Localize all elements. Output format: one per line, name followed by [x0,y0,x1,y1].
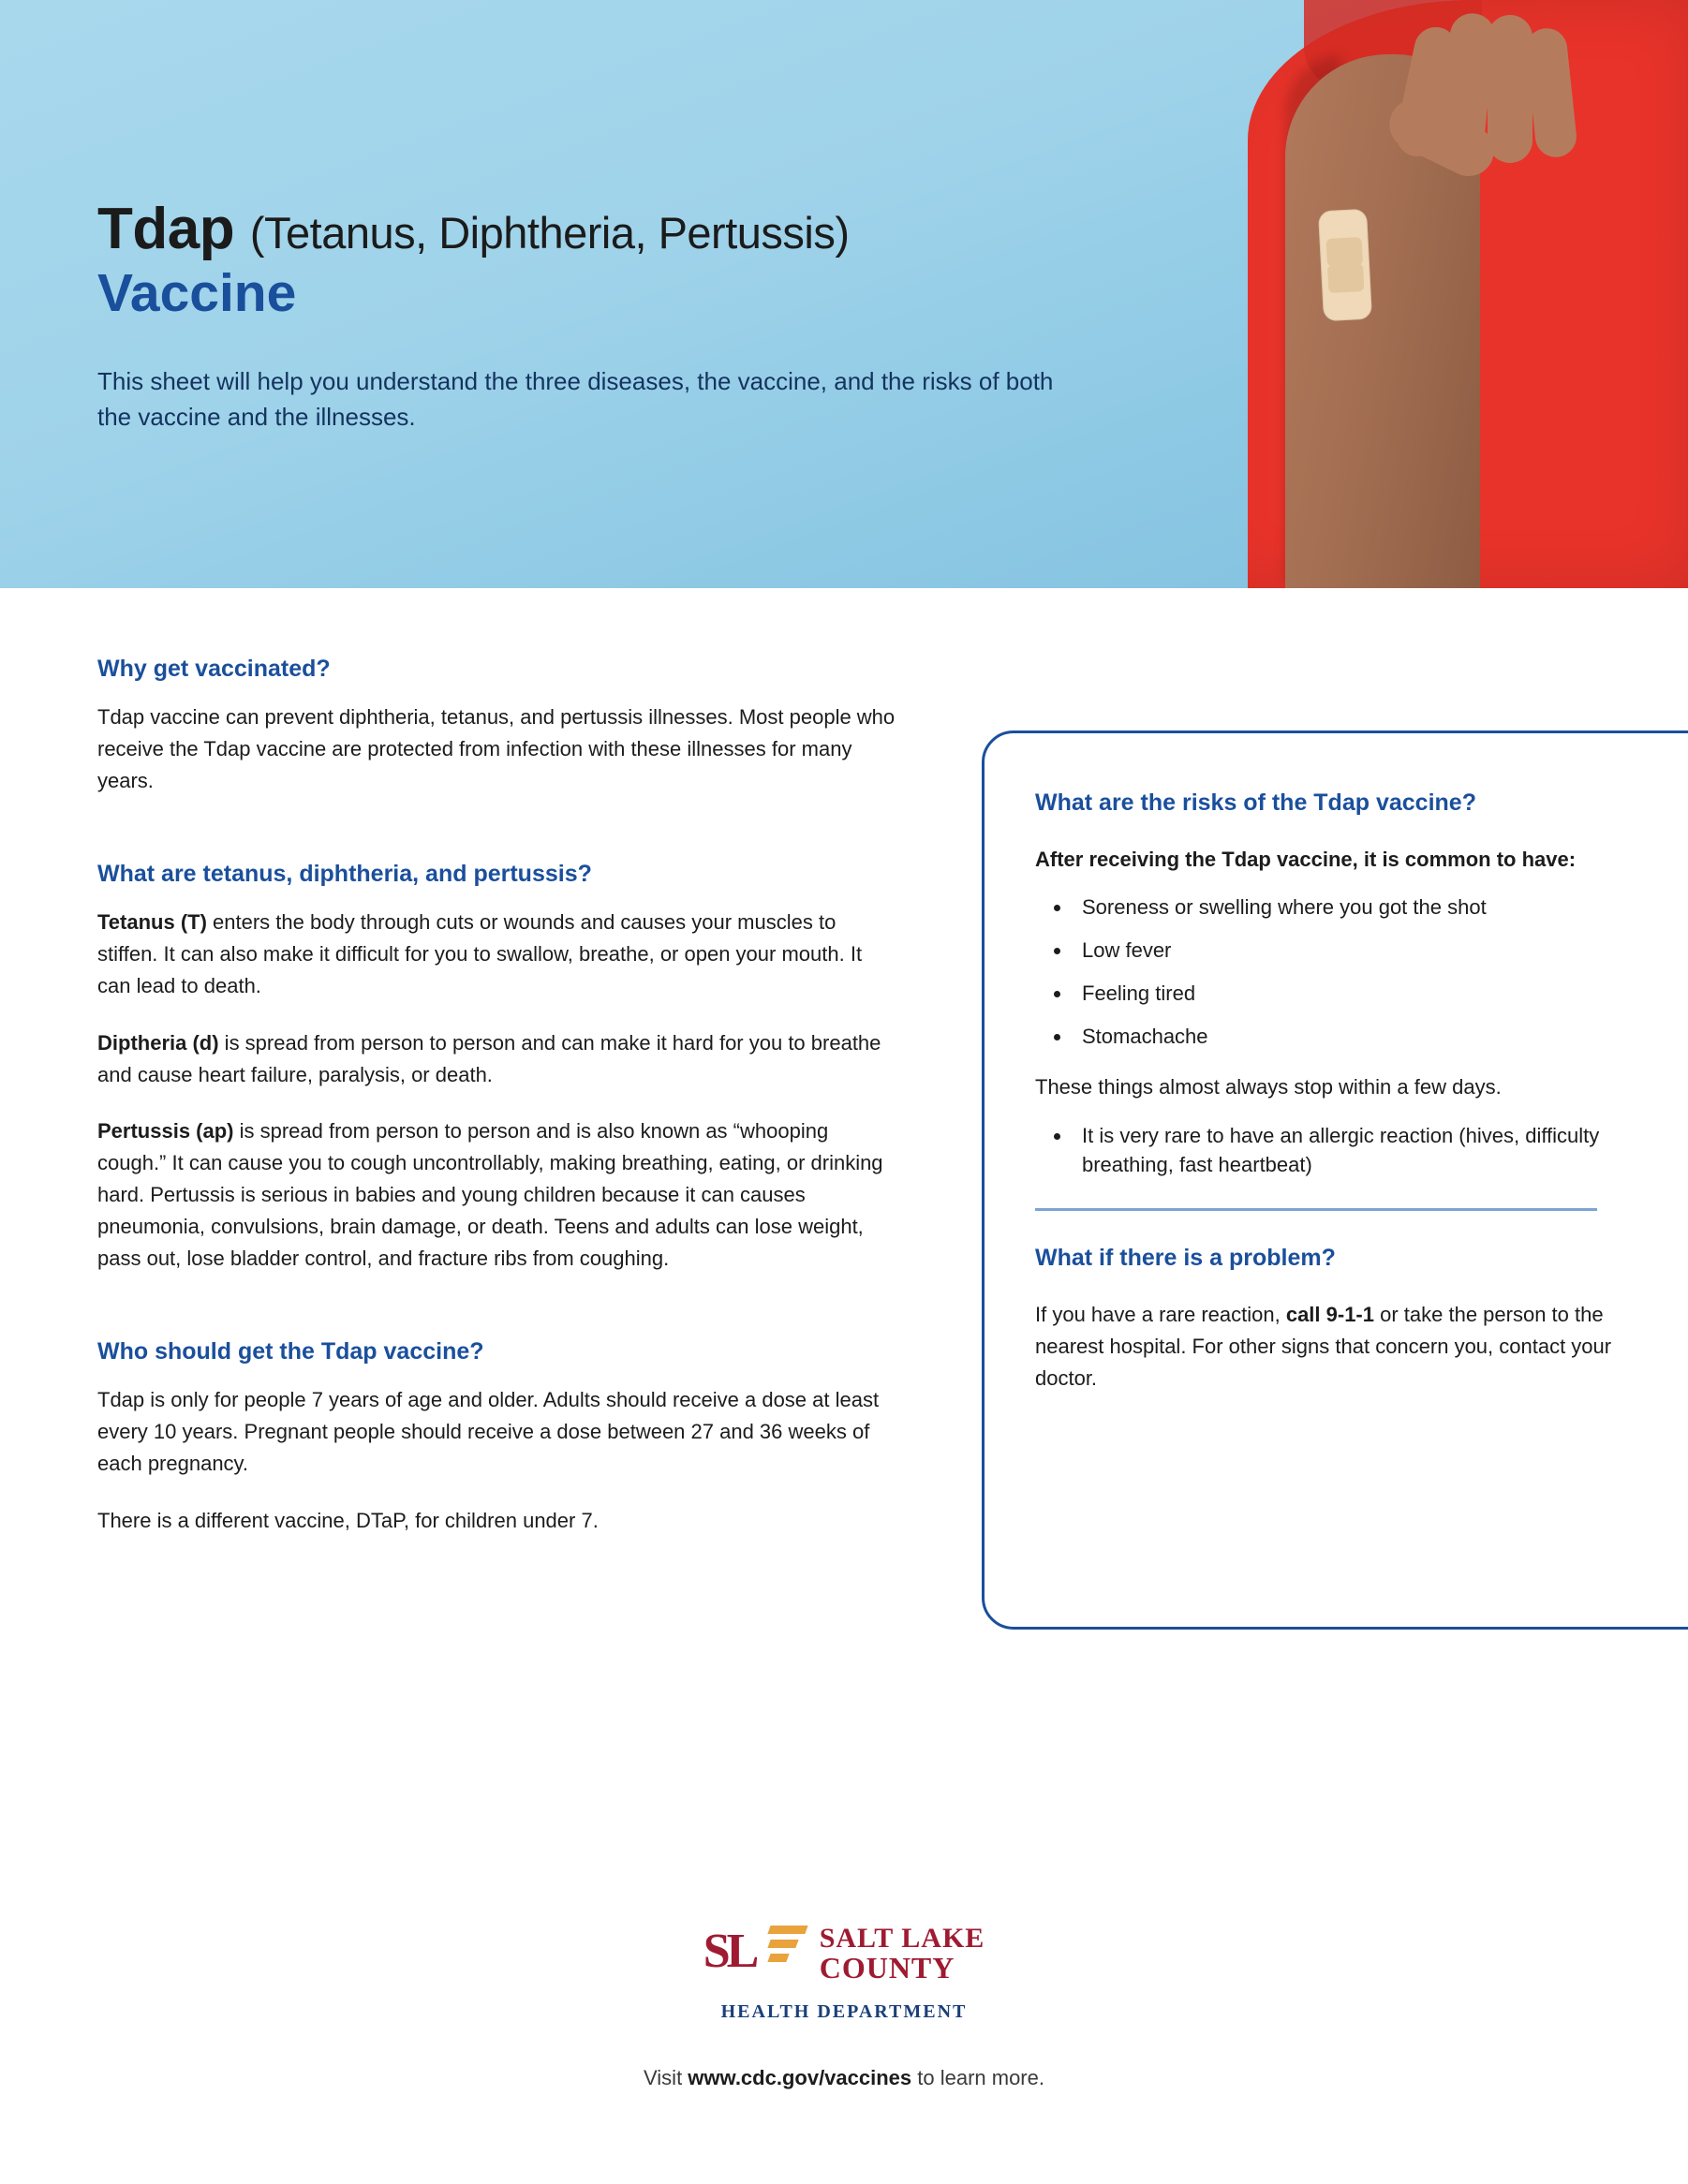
problem-text-pre: If you have a rare reaction, [1035,1303,1286,1327]
page-title-paren: (Tetanus, Diphtheria, Pertussis) [249,208,850,258]
paragraph-diptheria [97,1027,898,1091]
text-diptheria: is spread from person to person and can make it hard for you to breathe and cause heart failure, paralysis, or death. [97,1030,881,1086]
heading-why-vaccinated: Why get vaccinated? [97,656,331,682]
logo-bars-icon [769,1926,807,1968]
list-item: • Stomachache [1073,1022,1668,1052]
logo-mark [703,1920,808,1987]
paragraph-what-if-problem [1035,1299,1668,1395]
problem-call-911: call 9-1-1 [1285,1303,1374,1327]
heading-what-if-problem: What if there is a problem? [1035,1245,1336,1272]
logo-line-2: COUNTY [819,1951,955,1985]
logo-sl-monogram: SL [703,1925,756,1978]
spacer [97,1299,912,1338]
visit-line [0,2066,1688,2090]
logo-line-1: SALT LAKE [819,1923,985,1954]
list-item: • It is very rare to have an allergic reaction (hives, difficulty breathing, fast heartbeat) [1073,1121,1668,1181]
page-title-main: Tdap [97,197,235,261]
heading-who-should-get: Who should get the Tdap vaccine? [97,1338,484,1365]
heading-what-are-diseases: What are tetanus, diphtheria, and pertussis? [97,861,592,888]
label-tetanus: Tetanus (T) [97,910,207,935]
paragraph-dtap-note: There is a different vaccine, DTaP, for children under 7. [97,1508,599,1532]
hero-description: This sheet will help you understand the three diseases, the vaccine, and the risks of both the vaccine and the illnesses. [97,367,1054,432]
paragraph-tetanus [97,907,898,1002]
heading-risks: What are the risks of the Tdap vaccine? [1035,789,1476,816]
page-subtitle: Vaccine [97,263,297,324]
list-item: • Feeling tired [1073,979,1668,1009]
bandage-icon [1318,209,1372,322]
risks-note: These things almost always stop within a few days. [1035,1075,1502,1099]
problem-text-post: or take the person to the nearest hospital. For other signs that concern you, contact your doctor. [1035,1303,1612,1391]
risks-card [982,730,1688,1630]
vaccination-photo [1163,0,1688,588]
logo-department-label: HEALTH DEPARTMENT [720,2001,968,2022]
paragraph-pertussis [97,1115,898,1275]
visit-suffix: to learn more. [911,2066,1044,2089]
risks-intro: After receiving the Tdap vaccine, it is common to have: [1035,847,1577,871]
rare-reaction-list [1035,1121,1668,1181]
paragraph-why-vaccinated: Tdap vaccine can prevent diphtheria, tetanus, and pertussis illnesses. Most people who receive the Tdap vaccine are protected from infection with these illnesses for many years. [97,705,896,793]
list-item: • Soreness or swelling where you got the shot [1073,893,1668,922]
logo-wordmark [820,1925,985,1983]
label-pertussis: Pertussis (ap) [97,1118,234,1143]
footer [0,1920,1688,2090]
paragraph-who-should-get: Tdap is only for people 7 years of age and older. Adults should receive a dose at least every 10 years. Pregnant people should receive a dose between 27 and 36 weeks of each pregnancy. [97,1388,880,1476]
hero-text-block [97,199,1203,435]
visit-url[interactable]: www.cdc.gov/vaccines [688,2066,912,2089]
page-title [97,199,1203,259]
left-column [97,656,912,1537]
card-divider [1035,1208,1597,1211]
hero-banner [0,0,1688,588]
finger-icon [1488,15,1533,163]
slco-health-logo [703,1920,985,1987]
text-pertussis: is spread from person to person and is also known as “whooping cough.” It can cause you to cough uncontrollably, making breathing, eating, or drinking hard. Pertussis is serious in babies and young children because it can causes pneumonia, convulsions, brain damage, or death. Teens and adults can lose weight, pass out, lose bladder control, and fracture ribs from coughing. [97,1118,883,1271]
list-item: • Low fever [1073,936,1668,966]
spacer [97,821,912,861]
label-diptheria: Diptheria (d) [97,1030,219,1055]
risks-list [1035,893,1668,1052]
text-tetanus: enters the body through cuts or wounds and causes your muscles to stiffen. It can also make it difficult for you to swallow, breathe, or open your mouth. It can lead to death. [97,910,863,998]
visit-prefix: Visit [644,2066,689,2089]
